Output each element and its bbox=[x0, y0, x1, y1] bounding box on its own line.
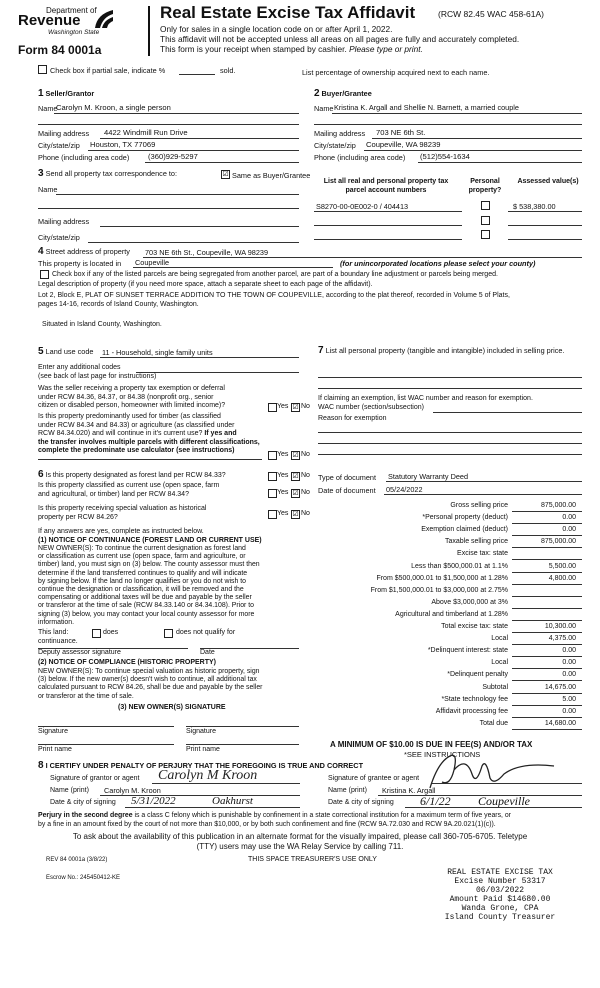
sold-label: sold. bbox=[220, 66, 236, 75]
same-as-buyer-label: Same as Buyer/Grantee bbox=[232, 171, 311, 180]
tax-row-label: From $500,000.01 to $1,500,000 at 1.28% bbox=[376, 574, 508, 582]
tax-row-value[interactable]: 0.00 bbox=[562, 526, 576, 534]
minimum-fee-note: A MINIMUM OF $10.00 IS DUE IN FEE(S) AND/OR TAX bbox=[330, 740, 533, 749]
tax-row-line bbox=[512, 572, 582, 573]
tax-row-label: Subtotal bbox=[482, 683, 508, 691]
corr-extra-line bbox=[38, 208, 299, 209]
owner-print-name-field-1[interactable] bbox=[38, 744, 174, 745]
historic-question: Is this property receiving special valuation as historical property per RCW 84.26? bbox=[38, 505, 207, 521]
tax-row-line bbox=[512, 596, 582, 597]
no-label: No bbox=[301, 472, 310, 479]
tax-row-label: From $1,500,000.01 to $3,000,000 at 2.75% bbox=[370, 586, 508, 594]
buyer-name-label: Name bbox=[314, 104, 334, 113]
yes-label: Yes bbox=[277, 489, 289, 496]
timber-question: Is this property predominantly used for timber (as classified under RCW 84.34 and 84.33) or agriculture (as classified under RCW 84.34.020) and will continue in it's current use? If yes and the transfer involves multiple parcels with different classifications, complete the predominate use calculator (see instructions) bbox=[38, 413, 260, 454]
assessed-line-3 bbox=[508, 239, 582, 240]
tax-row-value[interactable]: 0.00 bbox=[562, 514, 576, 522]
grantor-city-field[interactable]: Oakhurst bbox=[212, 795, 253, 807]
additional-codes-note: (see back of last page for instructions) bbox=[38, 373, 157, 380]
current-use-yes-checkbox[interactable] bbox=[268, 489, 277, 498]
form-number: Form 84 0001a bbox=[18, 43, 102, 57]
yes-label: Yes bbox=[277, 472, 289, 479]
additional-codes-field[interactable] bbox=[136, 372, 299, 373]
alternate-format-1: To ask about the availability of this publication in an alternate format for the visually impaired, please call 360-705-6705. Teletype bbox=[72, 832, 528, 841]
located-in-line bbox=[133, 267, 333, 268]
current-use-question: Is this property classified as current use (open space, farm and agricultural, or timber) land per RCW 84.34? bbox=[38, 482, 220, 498]
located-in-label: This property is located in bbox=[38, 259, 122, 268]
grantor-signature-label: Signature of grantor or agent bbox=[50, 775, 140, 782]
buyer-mail-line bbox=[372, 138, 582, 139]
buyer-mail-field[interactable]: 703 NE 6th St. bbox=[376, 128, 426, 137]
header-line-2: This affidavit will not be accepted unless all areas on all pages are fully and accurately completed. bbox=[160, 34, 520, 44]
section-1-heading: 1 Seller/Grantor bbox=[38, 88, 95, 99]
section-4-heading: 4 Street address of property bbox=[38, 246, 130, 257]
buyer-phone-field[interactable]: (512)554-1634 bbox=[420, 152, 470, 161]
grantor-name-label: Name (print) bbox=[50, 787, 89, 794]
tax-row-label: Affidavit processing fee bbox=[435, 707, 508, 715]
does-not-qualify-checkbox[interactable] bbox=[164, 629, 173, 638]
segregated-checkbox[interactable] bbox=[40, 270, 49, 279]
tax-row-line bbox=[512, 547, 582, 548]
partial-sale-label: Check box if partial sale, indicate % bbox=[50, 66, 166, 75]
tax-row-label: *Delinquent interest: state bbox=[427, 647, 508, 655]
tax-row-value[interactable]: 4,800.00 bbox=[548, 574, 576, 582]
tax-row-label: Above $3,000,000 at 3% bbox=[431, 598, 508, 606]
doc-type-label: Type of document bbox=[318, 473, 377, 482]
timber-yes-checkbox[interactable] bbox=[268, 451, 277, 460]
tax-row-label: *Personal property (deduct) bbox=[422, 514, 508, 522]
form-revision: REV 84 0001a (3/8/22) bbox=[46, 857, 108, 863]
new-owner-signature-title: (3) NEW OWNER(S) SIGNATURE bbox=[118, 704, 226, 711]
seller-mail-label: Mailing address bbox=[38, 129, 90, 138]
notice-continuance-title: (1) NOTICE OF CONTINUANCE (FOREST LAND OR CURRENT USE) bbox=[38, 537, 262, 544]
deputy-signature-label: Deputy assessor signature bbox=[38, 649, 121, 656]
historic-no-checkbox[interactable]: ☑ bbox=[292, 511, 299, 518]
does-not-label: does not qualify for bbox=[176, 629, 236, 636]
alternate-format-2: (TTY) users may use the WA Relay Service by calling 711. bbox=[196, 842, 404, 851]
corr-mail-line bbox=[100, 226, 299, 227]
notice-compliance-title: (2) NOTICE OF COMPLIANCE (HISTORIC PROPERTY) bbox=[38, 659, 216, 666]
seller-name-label: Name bbox=[38, 104, 58, 113]
parcel-number-field[interactable]: S8270-00-0E002-0 / 404413 bbox=[316, 202, 409, 211]
exemption-yes-checkbox[interactable] bbox=[268, 403, 277, 412]
seller-mail-line bbox=[100, 138, 299, 139]
page-title: Real Estate Excise Tax Affidavit bbox=[160, 3, 416, 22]
this-land-label: This land: bbox=[38, 629, 69, 636]
grantor-name-line bbox=[100, 795, 300, 796]
doc-date-label: Date of document bbox=[318, 486, 376, 495]
dept-of-label: Department of bbox=[46, 6, 97, 15]
tax-row-line bbox=[512, 644, 582, 645]
perjury-notice-2: by a fine in an amount fixed by the court of not more than $10,000, or by both such confinement and fine (RCW 9A.72.030 and RCW 9A.20.021(1)(c)). bbox=[38, 821, 496, 828]
seller-phone-field[interactable]: (360)929-5297 bbox=[148, 152, 198, 161]
street-address-field[interactable]: 703 NE 6th St., Coupeville, WA 98239 bbox=[145, 248, 269, 257]
tax-row-line bbox=[512, 656, 582, 657]
legal-description-line-3: Situated in Island County, Washington. bbox=[42, 321, 162, 328]
legal-description-label: Legal description of property (if you need more space, attach a separate sheet to each page of the affidavit). bbox=[38, 281, 373, 288]
tax-row-line bbox=[512, 584, 582, 585]
perjury-notice-1: Perjury in the second degree is a class C felony which is punishable by confinement in a state correctional institution for a maximum term of five years, or bbox=[38, 812, 511, 819]
treasurer-stamp: REAL ESTATE EXCISE TAX Excise Number 53317 06/03/2022 Amount Paid $14680.00 Wanda Grone, CPA Island County Treasurer bbox=[444, 868, 556, 922]
yes-label: Yes bbox=[277, 510, 289, 517]
historic-yes-checkbox[interactable] bbox=[268, 510, 277, 519]
same-as-buyer-checkbox[interactable]: ☑ bbox=[222, 171, 229, 178]
tax-row-line bbox=[512, 717, 582, 718]
deputy-date-label: Date bbox=[200, 649, 215, 656]
tax-row-line bbox=[512, 729, 582, 730]
yes-label: Yes bbox=[277, 451, 289, 458]
wac-number-label: WAC number (section/subsection) bbox=[318, 404, 424, 411]
exemption-question: Was the seller receiving a property tax exemption or deferral under RCW 84.36, 84.37, or 84.38 (nonprofit org., senior citizen or disabled person, homeowner with limited income)? bbox=[38, 385, 226, 409]
s7-line-2 bbox=[318, 388, 582, 389]
ownership-note: List percentage of ownership acquired next to each name. bbox=[302, 68, 490, 77]
exemption-no-checkbox[interactable]: ☑ bbox=[292, 404, 299, 411]
if-any-yes-note: If any answers are yes, complete as instructed below. bbox=[38, 528, 204, 535]
grantor-date-line bbox=[125, 807, 300, 808]
buyer-phone-label: Phone (including area code) bbox=[314, 153, 406, 162]
tax-row-value[interactable]: 0.00 bbox=[562, 671, 576, 679]
parcel-col-header: List all real and personal property tax parcel account numbers bbox=[323, 178, 449, 194]
doc-date-field[interactable]: 05/24/2022 bbox=[386, 485, 423, 494]
section-7-heading: 7 List all personal property (tangible and intangible) included in selling price. bbox=[318, 345, 565, 356]
tax-row-line bbox=[512, 693, 582, 694]
section-6-heading: 6 Is this property designated as forest land per RCW 84.33? bbox=[38, 469, 226, 480]
personal-property-col-header: Personal property? bbox=[468, 178, 502, 194]
tax-row-value[interactable]: 14,680.00 bbox=[544, 719, 576, 727]
signature-label-1: Signature bbox=[38, 728, 68, 735]
header-line-1: Only for sales in a single location code on or after April 1, 2022. bbox=[160, 24, 393, 34]
grantor-name-field[interactable]: Carolyn M. Kroon bbox=[104, 786, 161, 795]
no-label: No bbox=[301, 451, 310, 458]
no-label: No bbox=[301, 489, 310, 496]
partial-sale-checkbox[interactable] bbox=[38, 65, 47, 74]
buyer-city-label: City/state/zip bbox=[314, 141, 356, 150]
signature-label-2: Signature bbox=[186, 728, 216, 735]
corr-city-line bbox=[88, 242, 299, 243]
parcel-line-3 bbox=[314, 239, 462, 240]
tax-row-value[interactable]: 875,000.00 bbox=[540, 502, 576, 509]
tax-row-label: Gross selling price bbox=[450, 502, 508, 509]
notice-continuance-text: NEW OWNER(S): To continue the current designation as forest land or classification as current use (open space, farm and agriculture, or timber) land, you must sign on (3) below. The county assessor must then determine if the land transferred continues to qualify and will indicate by signing below. If the land no longer qualifies or you do not wish to continue the designation or classification, it will be removed and the compensating or additional taxes will be due and payable by the seller or transferor at the time of sale (RCW 84.33.140 or 84.34.108). Prior to signing (3) below, you may contact your local county assessor for more information. bbox=[38, 545, 260, 626]
yes-label: Yes bbox=[277, 403, 289, 410]
land-use-code-field[interactable]: 11 - Household, single family units bbox=[102, 348, 213, 357]
does-label: does bbox=[103, 629, 119, 636]
reason-line-1 bbox=[318, 432, 582, 433]
tax-row-label: Excise tax: state bbox=[457, 550, 508, 558]
tax-row-line bbox=[512, 535, 582, 536]
owner-print-name-field-2[interactable] bbox=[186, 744, 299, 745]
escrow-number: Escrow No.: 245450412-KE bbox=[46, 875, 121, 881]
parcel-line-2 bbox=[314, 225, 462, 226]
does-qualify-checkbox[interactable] bbox=[92, 629, 101, 638]
tax-row-label: Exemption claimed (deduct) bbox=[421, 526, 508, 534]
reason-line-2 bbox=[318, 443, 582, 444]
tax-row-label: Agricultural and timberland at 1.28% bbox=[395, 610, 508, 618]
street-address-line bbox=[143, 257, 582, 258]
tax-row-label: Local bbox=[491, 635, 508, 643]
assessed-line-1 bbox=[508, 211, 582, 212]
continuance-label: continuance. bbox=[38, 638, 78, 645]
tax-row-line bbox=[512, 523, 582, 524]
personal-property-checkbox-3[interactable] bbox=[481, 230, 490, 239]
s7-line-1 bbox=[318, 377, 582, 378]
seller-name-field[interactable]: Carolyn M. Kroon, a single person bbox=[56, 103, 171, 112]
tax-row-value[interactable]: 14,675.00 bbox=[544, 683, 576, 691]
land-use-line bbox=[100, 357, 299, 358]
doc-type-field[interactable]: Statutory Warranty Deed bbox=[388, 472, 469, 481]
corr-city-label: City/state/zip bbox=[38, 233, 80, 242]
assessed-col-header: Assessed value(s) bbox=[517, 178, 579, 185]
tax-row-line bbox=[512, 511, 582, 512]
section-8-heading: 8 I CERTIFY UNDER PENALTY OF PERJURY THAT THE FOREGOING IS TRUE AND CORRECT bbox=[38, 760, 364, 771]
tax-row-value[interactable]: 0.00 bbox=[562, 707, 576, 715]
see-instructions-note: *SEE INSTRUCTIONS bbox=[404, 750, 481, 759]
buyer-extra-line bbox=[314, 124, 582, 125]
revenue-logo-text: Revenue bbox=[18, 12, 81, 29]
doc-date-line bbox=[384, 494, 582, 495]
grantee-name-field[interactable]: Kristina K. Argall bbox=[382, 786, 436, 795]
seller-phone-line bbox=[145, 162, 299, 163]
legal-description-line-1: Lot 2, Block E, PLAT OF SUNSET TERRACE ADDITION TO THE TOWN OF COUPEVILLE, according to the plat thereof, recorded in Volume 5 of Plats, bbox=[38, 292, 510, 299]
current-use-no-checkbox[interactable]: ☑ bbox=[292, 490, 299, 497]
rcw-reference: (RCW 82.45 WAC 458-61A) bbox=[438, 9, 544, 19]
grantor-signature[interactable]: Carolyn M Kroon bbox=[158, 768, 258, 783]
tax-row-value[interactable]: 10,300.00 bbox=[544, 623, 576, 630]
timber-no-checkbox[interactable]: ☑ bbox=[292, 452, 299, 459]
partial-percent-field[interactable] bbox=[179, 74, 215, 75]
corr-name-label: Name bbox=[38, 185, 58, 194]
segregated-label: Check box if any of the listed parcels are being segregated from another parcel, are part of a boundary line adjustment or parcels being merged. bbox=[52, 271, 498, 278]
seller-city-label: City/state/zip bbox=[38, 141, 80, 150]
reason-label: Reason for exemption bbox=[318, 415, 387, 422]
buyer-name-field[interactable]: Kristina K. Argall and Shellie N. Barnett, a married couple bbox=[334, 103, 519, 112]
tax-row-line bbox=[512, 668, 582, 669]
tax-row-value[interactable]: 4,375.00 bbox=[548, 635, 576, 643]
tax-row-line bbox=[512, 680, 582, 681]
legal-description-line-2: pages 14-16, records of Island County, Washington. bbox=[38, 301, 199, 308]
corr-mail-label: Mailing address bbox=[38, 217, 90, 226]
grantee-city-field[interactable]: Coupeville bbox=[478, 794, 530, 808]
timber-underline bbox=[38, 459, 262, 460]
seller-extra-line bbox=[38, 124, 299, 125]
unincorporated-note: (for unincorporated locations please select your county) bbox=[340, 259, 536, 268]
no-label: No bbox=[301, 510, 310, 517]
section-5-heading: 5 Land use code bbox=[38, 346, 94, 357]
tax-row-value[interactable]: 5.00 bbox=[562, 695, 576, 703]
assessed-value-field[interactable]: $ 538,380.00 bbox=[513, 202, 556, 211]
doc-type-line bbox=[386, 481, 582, 482]
reason-line-3 bbox=[318, 454, 582, 455]
print-name-label-2: Print name bbox=[186, 746, 220, 753]
corr-name-line bbox=[56, 194, 299, 195]
owner-signature-field-2[interactable] bbox=[186, 726, 299, 727]
section-3-heading: 3 Send all property tax correspondence to: bbox=[38, 168, 178, 179]
buyer-city-line bbox=[364, 150, 582, 151]
forest-yes-checkbox[interactable] bbox=[268, 472, 277, 481]
additional-codes-label: Enter any additional codes bbox=[38, 364, 121, 371]
print-name-label-1: Print name bbox=[38, 746, 72, 753]
owner-signature-field-1[interactable] bbox=[38, 726, 174, 727]
tax-row-label: Less than $500,000.01 at 1.1% bbox=[411, 562, 508, 570]
no-label: No bbox=[301, 403, 310, 410]
tax-row-label: *Delinquent penalty bbox=[447, 671, 508, 679]
grantee-date-line bbox=[405, 807, 582, 808]
tax-row-label: *State technology fee bbox=[441, 695, 508, 703]
tax-row-line bbox=[512, 620, 582, 621]
header-line-3: This form is your receipt when stamped by cashier. Please type or print. bbox=[160, 44, 423, 54]
tax-row-line bbox=[512, 559, 582, 560]
tax-row-label: Total due bbox=[479, 719, 508, 727]
tax-row-value[interactable]: 0.00 bbox=[562, 659, 576, 667]
seller-mail-field[interactable]: 4422 Windmill Run Drive bbox=[104, 128, 188, 137]
tax-row-value[interactable]: 5,500.00 bbox=[548, 562, 576, 570]
grantee-signature-label: Signature of grantee or agent bbox=[328, 775, 420, 782]
washington-state-label: Washington State bbox=[48, 29, 100, 36]
tax-row-value[interactable]: 875,000.00 bbox=[540, 538, 576, 546]
notice-compliance-text: NEW OWNER(S): To continue special valuation as historic property, sign (3) below. If the new owner(s) doesn't wish to continue, all additional tax calculated pursuant to RCW 84.26, shall be due and payable by the seller or transferor at the time of sale. bbox=[38, 668, 263, 700]
tax-row-value[interactable]: 0.00 bbox=[562, 647, 576, 655]
tax-row-line bbox=[512, 608, 582, 609]
personal-property-checkbox-1[interactable] bbox=[481, 201, 490, 210]
header-divider bbox=[148, 6, 150, 56]
buyer-phone-line bbox=[418, 162, 582, 163]
section-2-heading: 2 Buyer/Grantee bbox=[314, 88, 372, 99]
grantee-date-label: Date & city of signing bbox=[328, 799, 394, 806]
seller-city-field[interactable]: Houston, TX 77069 bbox=[90, 140, 156, 149]
tax-row-label: Taxable selling price bbox=[444, 538, 508, 546]
wac-number-field[interactable] bbox=[433, 412, 582, 413]
personal-property-checkbox-2[interactable] bbox=[481, 216, 490, 225]
buyer-mail-label: Mailing address bbox=[314, 129, 366, 138]
grantee-date-field[interactable]: 6/1/22 bbox=[420, 794, 451, 808]
dor-logo-icon bbox=[93, 8, 115, 30]
grantor-date-label: Date & city of signing bbox=[50, 799, 116, 806]
grantor-date-field[interactable]: 5/31/2022 bbox=[131, 795, 176, 807]
forest-no-checkbox[interactable]: ☑ bbox=[292, 473, 299, 480]
tax-row-label: Total excise tax: state bbox=[441, 623, 508, 630]
tax-row-line bbox=[512, 632, 582, 633]
located-in-field[interactable]: Coupeville bbox=[135, 258, 170, 267]
tax-row-line bbox=[512, 705, 582, 706]
treasurer-use-label: THIS SPACE TREASURER'S USE ONLY bbox=[248, 856, 377, 863]
tax-row-label: Local bbox=[491, 659, 508, 667]
buyer-city-field[interactable]: Coupeville, WA 98239 bbox=[366, 140, 441, 149]
parcel-line-1 bbox=[314, 211, 462, 212]
seller-phone-label: Phone (including area code) bbox=[38, 153, 130, 162]
grantee-signature[interactable] bbox=[420, 752, 560, 792]
buyer-name-line bbox=[332, 113, 582, 114]
assessed-line-2 bbox=[508, 225, 582, 226]
seller-city-line bbox=[88, 150, 299, 151]
exemption-claim-label: If claiming an exemption, list WAC number and reason for exemption. bbox=[318, 395, 533, 402]
grantee-name-label: Name (print) bbox=[328, 787, 367, 794]
seller-name-line bbox=[54, 113, 299, 114]
